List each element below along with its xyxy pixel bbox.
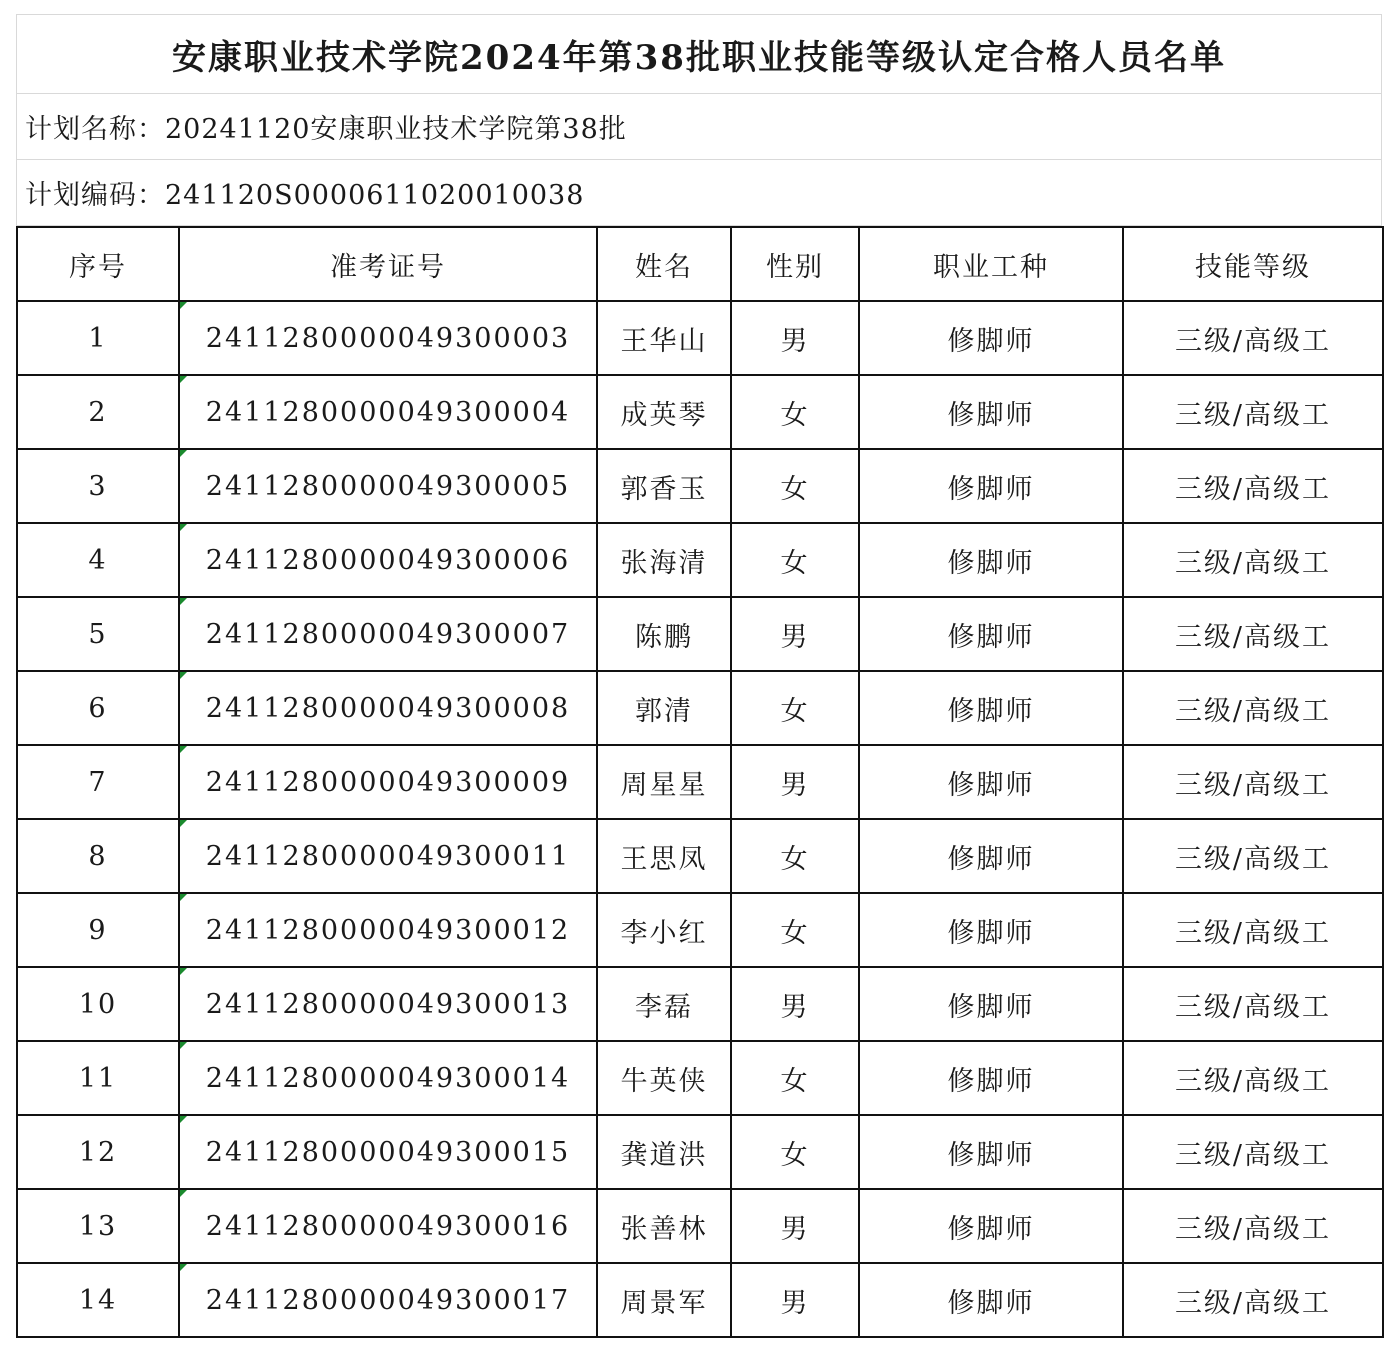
cell-skill-level[interactable] [1123, 1041, 1383, 1115]
cell-skill-level[interactable] [1123, 1263, 1383, 1337]
cell-gender[interactable] [731, 745, 859, 819]
cell-seq[interactable] [17, 745, 179, 819]
header-gender: 性别 [731, 227, 859, 301]
cell-gender[interactable] [731, 967, 859, 1041]
cell-occupation-text: 修脚师 [947, 1139, 1035, 1171]
cell-name-text: 成英琴 [620, 399, 708, 431]
cell-exam-id-text: 2411280000049300016 [205, 1210, 571, 1242]
cell-skill-level-text: 三级/高级工 [1174, 843, 1332, 875]
cell-exam-id-text: 2411280000049300003 [205, 322, 571, 354]
text-number-warning-marker [180, 1116, 187, 1123]
cell-exam-id[interactable] [179, 449, 597, 523]
cell-occupation[interactable] [859, 671, 1123, 745]
text-number-warning-marker [180, 820, 187, 827]
plan-name: 计划名称：20241120安康职业技术学院第38批 [16, 94, 1382, 160]
cell-exam-id[interactable] [179, 1263, 597, 1337]
cell-exam-id[interactable] [179, 301, 597, 375]
cell-exam-id-text: 2411280000049300005 [205, 470, 571, 502]
cell-exam-id-text: 2411280000049300011 [205, 840, 571, 872]
cell-occupation-text: 修脚师 [947, 843, 1035, 875]
cell-name-text: 周星星 [620, 769, 708, 801]
cell-skill-level-text: 三级/高级工 [1174, 473, 1332, 505]
table-row [17, 1189, 1383, 1263]
cell-exam-id-text: 2411280000049300017 [205, 1284, 571, 1316]
cell-occupation[interactable] [859, 1189, 1123, 1263]
cell-gender-text: 女 [780, 695, 810, 727]
cell-skill-level[interactable] [1123, 967, 1383, 1041]
cell-gender-text: 男 [780, 1287, 810, 1319]
cell-occupation-text: 修脚师 [947, 1065, 1035, 1097]
table-row [17, 671, 1383, 745]
cell-gender[interactable] [731, 301, 859, 375]
cell-exam-id[interactable] [179, 671, 597, 745]
cell-exam-id-text: 2411280000049300012 [205, 914, 571, 946]
text-number-warning-marker [180, 746, 187, 753]
cell-occupation-text: 修脚师 [947, 621, 1035, 653]
cell-seq[interactable] [17, 1263, 179, 1337]
header-skill-level: 技能等级 [1123, 227, 1383, 301]
cell-seq-text: 9 [88, 914, 108, 946]
cell-skill-level-text: 三级/高级工 [1174, 917, 1332, 949]
cell-name[interactable] [597, 375, 731, 449]
cell-skill-level[interactable] [1123, 745, 1383, 819]
text-number-warning-marker [180, 376, 187, 383]
cell-seq-text: 13 [78, 1210, 118, 1242]
cell-seq[interactable] [17, 301, 179, 375]
cell-exam-id-text: 2411280000049300007 [205, 618, 571, 650]
table-row [17, 1263, 1383, 1337]
cell-exam-id[interactable] [179, 1115, 597, 1189]
cell-gender-text: 女 [780, 399, 810, 431]
cell-seq-text: 2 [88, 396, 108, 428]
cell-occupation[interactable] [859, 597, 1123, 671]
cell-skill-level-text: 三级/高级工 [1174, 695, 1332, 727]
cell-skill-level[interactable] [1123, 449, 1383, 523]
cell-exam-id-text: 2411280000049300014 [205, 1062, 571, 1094]
cell-name-text: 张海清 [620, 547, 708, 579]
cell-gender-text: 男 [780, 769, 810, 801]
text-number-warning-marker [180, 672, 187, 679]
header-exam-id: 准考证号 [179, 227, 597, 301]
cell-occupation-text: 修脚师 [947, 1287, 1035, 1319]
cell-gender-text: 女 [780, 1139, 810, 1171]
cell-gender[interactable] [731, 893, 859, 967]
cell-skill-level-text: 三级/高级工 [1174, 1213, 1332, 1245]
table-row [17, 893, 1383, 967]
cell-exam-id[interactable] [179, 967, 597, 1041]
cell-skill-level[interactable] [1123, 671, 1383, 745]
cell-gender-text: 男 [780, 325, 810, 357]
text-number-warning-marker [180, 894, 187, 901]
cell-name[interactable] [597, 819, 731, 893]
cell-seq[interactable] [17, 967, 179, 1041]
cell-seq-text: 10 [78, 988, 118, 1020]
table-header-row [17, 227, 1383, 301]
cell-gender-text: 女 [780, 547, 810, 579]
table-row [17, 967, 1383, 1041]
cell-name[interactable] [597, 1041, 731, 1115]
text-number-warning-marker [180, 1190, 187, 1197]
text-number-warning-marker [180, 1264, 187, 1271]
cell-gender[interactable] [731, 597, 859, 671]
spreadsheet-sheet [16, 14, 1382, 1338]
cell-name-text: 张善林 [620, 1213, 708, 1245]
cell-seq-text: 7 [88, 766, 108, 798]
cell-occupation[interactable] [859, 819, 1123, 893]
cell-gender[interactable] [731, 1263, 859, 1337]
cell-gender[interactable] [731, 671, 859, 745]
cell-skill-level[interactable] [1123, 893, 1383, 967]
cell-gender[interactable] [731, 375, 859, 449]
cell-occupation-text: 修脚师 [947, 769, 1035, 801]
cell-occupation[interactable] [859, 893, 1123, 967]
cell-seq[interactable] [17, 1041, 179, 1115]
cell-name[interactable] [597, 301, 731, 375]
cell-gender[interactable] [731, 523, 859, 597]
cell-name[interactable] [597, 597, 731, 671]
cell-occupation-text: 修脚师 [947, 473, 1035, 505]
cell-occupation[interactable] [859, 1115, 1123, 1189]
cell-occupation-text: 修脚师 [947, 325, 1035, 357]
cell-occupation[interactable] [859, 449, 1123, 523]
cell-name[interactable] [597, 745, 731, 819]
cell-occupation-text: 修脚师 [947, 695, 1035, 727]
cell-seq[interactable] [17, 375, 179, 449]
text-number-warning-marker [180, 598, 187, 605]
cell-gender-text: 男 [780, 621, 810, 653]
cell-gender[interactable] [731, 449, 859, 523]
cell-gender-text: 女 [780, 843, 810, 875]
cell-exam-id[interactable] [179, 523, 597, 597]
cell-seq-text: 5 [88, 618, 108, 650]
cell-occupation[interactable] [859, 375, 1123, 449]
cell-skill-level-text: 三级/高级工 [1174, 991, 1332, 1023]
document-title: 安康职业技术学院2024年第38批职业技能等级认定合格人员名单 [16, 14, 1382, 94]
cell-skill-level-text: 三级/高级工 [1174, 1065, 1332, 1097]
table-row [17, 597, 1383, 671]
text-number-warning-marker [180, 1042, 187, 1049]
cell-occupation-text: 修脚师 [947, 917, 1035, 949]
cell-occupation-text: 修脚师 [947, 1213, 1035, 1245]
cell-skill-level[interactable] [1123, 301, 1383, 375]
table-row [17, 1115, 1383, 1189]
cell-seq-text: 4 [88, 544, 108, 576]
table-row [17, 375, 1383, 449]
cell-skill-level-text: 三级/高级工 [1174, 769, 1332, 801]
table-row [17, 449, 1383, 523]
cell-name[interactable] [597, 1263, 731, 1337]
text-number-warning-marker [180, 968, 187, 975]
cell-gender[interactable] [731, 819, 859, 893]
cell-name-text: 郭香玉 [620, 473, 708, 505]
cell-occupation[interactable] [859, 301, 1123, 375]
cell-name-text: 牛英侠 [620, 1065, 708, 1097]
cell-seq-text: 11 [78, 1062, 118, 1094]
cell-skill-level[interactable] [1123, 523, 1383, 597]
results-table [16, 226, 1384, 1338]
cell-name[interactable] [597, 671, 731, 745]
cell-seq[interactable] [17, 449, 179, 523]
cell-gender[interactable] [731, 1115, 859, 1189]
cell-exam-id[interactable] [179, 375, 597, 449]
cell-skill-level[interactable] [1123, 819, 1383, 893]
table-row [17, 1041, 1383, 1115]
cell-occupation-text: 修脚师 [947, 547, 1035, 579]
plan-code: 计划编码：241120S0000611020010038 [16, 160, 1382, 226]
cell-name[interactable] [597, 449, 731, 523]
table-row [17, 523, 1383, 597]
cell-skill-level[interactable] [1123, 1189, 1383, 1263]
cell-seq[interactable] [17, 893, 179, 967]
cell-seq[interactable] [17, 671, 179, 745]
cell-exam-id[interactable] [179, 819, 597, 893]
cell-occupation[interactable] [859, 745, 1123, 819]
cell-name-text: 王思凤 [620, 843, 708, 875]
header-name: 姓名 [597, 227, 731, 301]
cell-name[interactable] [597, 893, 731, 967]
cell-name-text: 陈鹏 [635, 621, 693, 653]
cell-seq[interactable] [17, 819, 179, 893]
cell-gender-text: 男 [780, 991, 810, 1023]
cell-exam-id[interactable] [179, 1041, 597, 1115]
cell-name[interactable] [597, 1189, 731, 1263]
cell-occupation-text: 修脚师 [947, 399, 1035, 431]
text-number-warning-marker [180, 450, 187, 457]
cell-occupation[interactable] [859, 1041, 1123, 1115]
cell-skill-level-text: 三级/高级工 [1174, 1287, 1332, 1319]
cell-exam-id-text: 2411280000049300004 [205, 396, 571, 428]
cell-seq[interactable] [17, 1189, 179, 1263]
cell-seq[interactable] [17, 523, 179, 597]
cell-exam-id-text: 2411280000049300015 [205, 1136, 571, 1168]
text-number-warning-marker [180, 524, 187, 531]
table-row [17, 745, 1383, 819]
cell-skill-level-text: 三级/高级工 [1174, 621, 1332, 653]
cell-seq[interactable] [17, 597, 179, 671]
cell-exam-id[interactable] [179, 1189, 597, 1263]
table-row [17, 819, 1383, 893]
cell-name[interactable] [597, 967, 731, 1041]
cell-name-text: 李小红 [620, 917, 708, 949]
cell-seq-text: 8 [88, 840, 108, 872]
cell-skill-level[interactable] [1123, 375, 1383, 449]
cell-occupation[interactable] [859, 523, 1123, 597]
cell-seq-text: 1 [88, 322, 108, 354]
cell-occupation-text: 修脚师 [947, 991, 1035, 1023]
cell-name[interactable] [597, 523, 731, 597]
header-occupation: 职业工种 [859, 227, 1123, 301]
table-row [17, 301, 1383, 375]
cell-skill-level-text: 三级/高级工 [1174, 399, 1332, 431]
cell-gender-text: 男 [780, 1213, 810, 1245]
cell-name-text: 周景军 [620, 1287, 708, 1319]
cell-name-text: 郭清 [635, 695, 693, 727]
cell-exam-id[interactable] [179, 893, 597, 967]
cell-name-text: 龚道洪 [620, 1139, 708, 1171]
cell-name-text: 李磊 [635, 991, 693, 1023]
cell-name[interactable] [597, 1115, 731, 1189]
cell-seq-text: 14 [78, 1284, 118, 1316]
cell-gender-text: 女 [780, 473, 810, 505]
cell-skill-level-text: 三级/高级工 [1174, 325, 1332, 357]
cell-occupation[interactable] [859, 967, 1123, 1041]
cell-skill-level-text: 三级/高级工 [1174, 547, 1332, 579]
cell-gender[interactable] [731, 1041, 859, 1115]
cell-exam-id-text: 2411280000049300009 [205, 766, 571, 798]
cell-exam-id-text: 2411280000049300006 [205, 544, 571, 576]
cell-gender[interactable] [731, 1189, 859, 1263]
cell-exam-id-text: 2411280000049300008 [205, 692, 571, 724]
cell-exam-id[interactable] [179, 745, 597, 819]
cell-occupation[interactable] [859, 1263, 1123, 1337]
cell-seq-text: 6 [88, 692, 108, 724]
cell-skill-level-text: 三级/高级工 [1174, 1139, 1332, 1171]
cell-seq-text: 3 [88, 470, 108, 502]
cell-seq[interactable] [17, 1115, 179, 1189]
cell-skill-level[interactable] [1123, 597, 1383, 671]
cell-gender-text: 女 [780, 1065, 810, 1097]
cell-seq-text: 12 [78, 1136, 118, 1168]
cell-exam-id-text: 2411280000049300013 [205, 988, 571, 1020]
cell-name-text: 王华山 [620, 325, 708, 357]
header-seq: 序号 [17, 227, 179, 301]
cell-exam-id[interactable] [179, 597, 597, 671]
text-number-warning-marker [180, 302, 187, 309]
cell-gender-text: 女 [780, 917, 810, 949]
cell-skill-level[interactable] [1123, 1115, 1383, 1189]
